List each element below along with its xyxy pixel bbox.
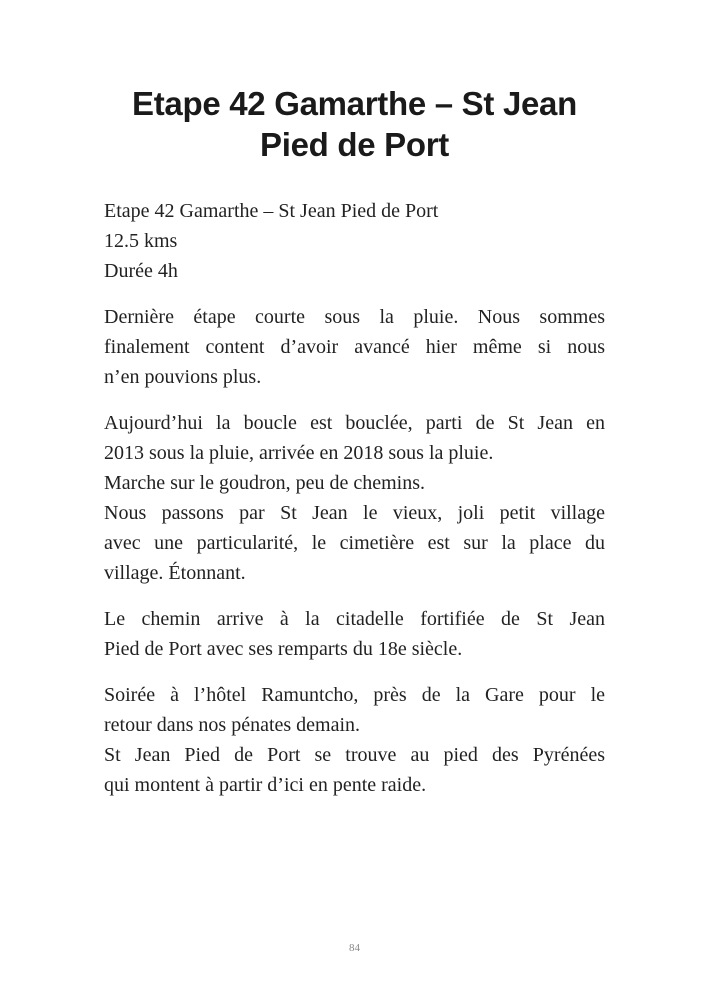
- paragraph-line: Dernière étape courte sous la pluie. Nous sommes: [104, 306, 605, 328]
- paragraph-2: [104, 408, 605, 588]
- paragraph-line: Pied de Port avec ses remparts du 18e siècle.: [104, 638, 463, 660]
- paragraph-line: St Jean Pied de Port se trouve au pied des Pyrénées: [104, 744, 605, 766]
- distance-line: 12.5 kms: [104, 230, 178, 252]
- paragraph-line: village. Étonnant.: [104, 562, 246, 584]
- paragraph-3: [104, 604, 605, 664]
- stage-name-line: Etape 42 Gamarthe – St Jean Pied de Port: [104, 200, 439, 222]
- paragraph-line: Soirée à l’hôtel Ramuntcho, près de la Gare pour le: [104, 684, 605, 706]
- paragraph-line: Le chemin arrive à la citadelle fortifiée de St Jean: [104, 608, 605, 630]
- paragraph-line: avec une particularité, le cimetière est sur la place du: [104, 532, 605, 554]
- paragraph-line: Marche sur le goudron, peu de chemins.: [104, 472, 426, 494]
- paragraph-1: [104, 302, 605, 392]
- document-body: [104, 196, 605, 816]
- paragraph-line: qui montent à partir d’ici en pente raide.: [104, 774, 427, 796]
- paragraph-4: [104, 680, 605, 800]
- stage-header: [104, 196, 605, 286]
- page-number: 84: [349, 942, 360, 954]
- paragraph-line: 2013 sous la pluie, arrivée en 2018 sous la pluie.: [104, 442, 494, 464]
- paragraph-line: retour dans nos pénates demain.: [104, 714, 361, 736]
- page-title: Etape 42 Gamarthe – St Jean Pied de Port: [132, 85, 577, 163]
- duration-line: Durée 4h: [104, 260, 178, 282]
- paragraph-line: finalement content d’avoir avancé hier même si nous: [104, 336, 605, 358]
- paragraph-line: Aujourd’hui la boucle est bouclée, parti de St Jean en: [104, 412, 605, 434]
- paragraph-line: n’en pouvions plus.: [104, 366, 262, 388]
- paragraph-line: Nous passons par St Jean le vieux, joli petit village: [104, 502, 605, 524]
